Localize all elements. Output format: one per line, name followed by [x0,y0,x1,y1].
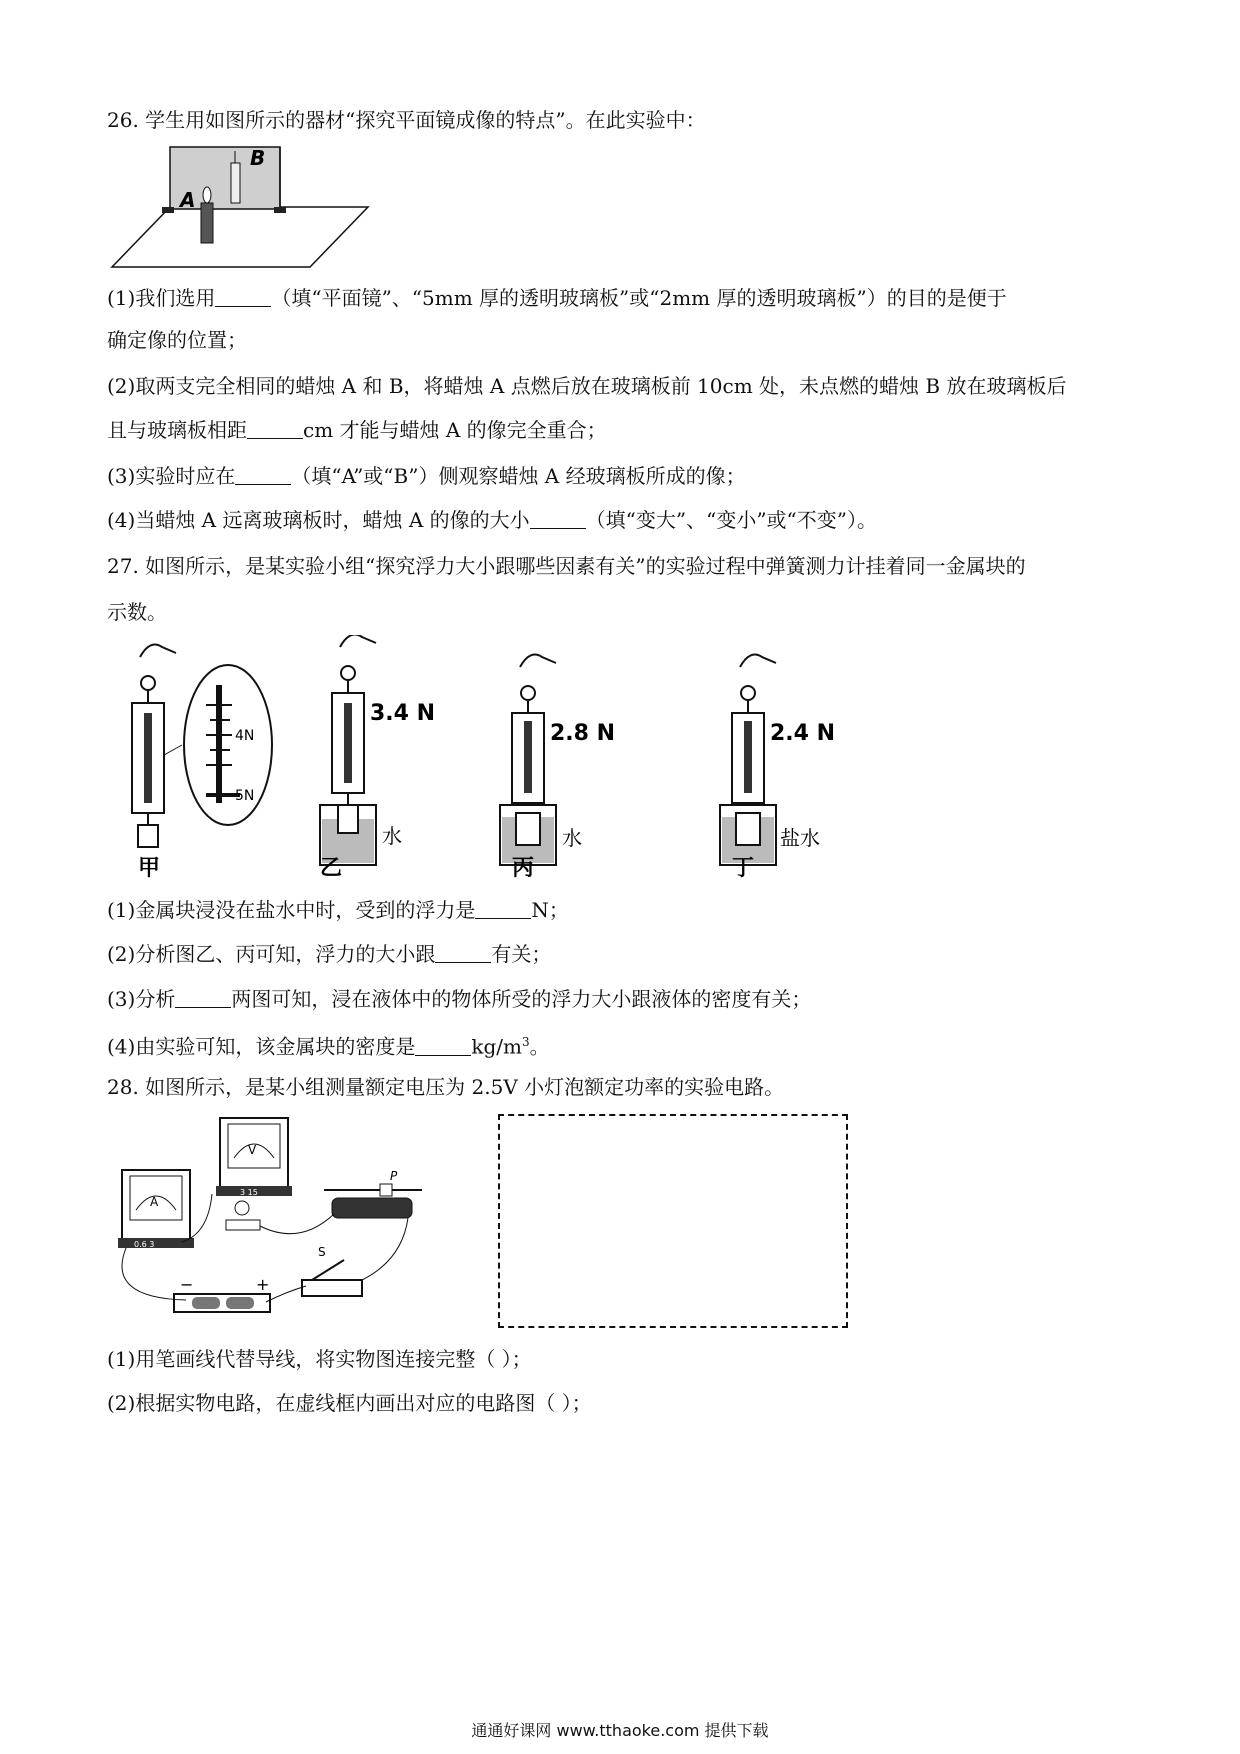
battery-plus: + [256,1275,270,1294]
reading-ding: 2.4 N [770,721,836,746]
q26-p3 [107,462,746,490]
liquid-ding: 盐水 [780,826,820,850]
q26-p1-pre: (1)我们选用 [107,286,216,310]
spring-scale-jia [132,645,272,847]
q26-p2-post: cm 才能与蜡烛 A 的像完全重合； [303,418,607,442]
switch-label: S [318,1245,326,1259]
ammeter-label: A [150,1195,159,1209]
q26-p2-line2 [107,416,607,444]
q27-stem-line2: 示数。 [107,600,167,624]
q26-p4-blank[interactable] [530,510,586,529]
scale-4n: 4N [235,728,255,744]
scale-5n: 5N [235,788,255,804]
q27-p1-post: N； [531,898,569,922]
q26-p1-line2: 确定像的位置； [107,328,247,352]
q26-p3-blank[interactable] [235,466,291,485]
q26-p2-line1: (2)取两支完全相同的蜡烛 A 和 B，将蜡烛 A 点燃后放在玻璃板前 10cm 处，未点燃的蜡烛 B 放在玻璃板后 [107,374,1067,398]
q26-p2-pre: 且与玻璃板相距 [107,418,247,442]
q27-p3-post: 两图可知，浸在液体中的物体所受的浮力大小跟液体的密度有关； [231,987,812,1011]
q26-stem: 26. 学生用如图所示的器材“探究平面镜成像的特点”。在此实验中： [107,108,706,132]
caption-ding: 丁 [732,856,755,881]
caption-yi: 乙 [320,856,343,881]
voltmeter-label: V [248,1143,257,1157]
caption-bing: 丙 [512,856,535,881]
label-a: A [180,188,196,212]
q26-p4-post: （填“变大”、“变小”或“不变”）。 [585,508,878,532]
q27-p3 [107,985,811,1013]
q27-p2-pre: (2)分析图乙、丙可知，浮力的大小跟 [107,942,436,966]
reading-bing: 2.8 N [550,721,616,746]
q27-p4-blank[interactable] [415,1037,471,1056]
q27-p2-post: 有关； [491,942,552,966]
q27-stem-line1: 27. 如图所示，是某实验小组“探究浮力大小跟哪些因素有关”的实验过程中弹簧测力计挂着同一金属块的 [107,554,1026,578]
q28-p1: (1)用笔画线代替导线，将实物图连接完整（ ）； [107,1347,532,1371]
q27-p4-pre: (4)由实验可知，该金属块的密度是 [107,1034,416,1059]
q26-p1-blank[interactable] [215,288,271,307]
q26-p3-pre: (3)实验时应在 [107,464,236,488]
liquid-bing: 水 [562,826,582,850]
q26-p3-post: （填“A”或“B”）侧观察蜡烛 A 经玻璃板所成的像； [291,464,746,488]
q26-p1-line1 [107,284,1007,312]
ammeter-terminals: 0.6 3 [134,1240,155,1249]
q27-p3-blank[interactable] [175,989,231,1008]
voltmeter-terminals: 3 15 [240,1188,258,1197]
q27-p4-sup: 3 [521,1035,530,1049]
q26-p2-blank[interactable] [247,420,303,439]
q26-p1-post: （填“平面镜”、“5mm 厚的透明玻璃板”或“2mm 厚的透明玻璃板”）的目的是便于 [271,286,1007,310]
q27-buoyancy-figure [120,635,950,885]
circuit-diagram-answer-box[interactable] [498,1114,848,1328]
q27-p4-end: 。 [529,1034,550,1059]
caption-jia: 甲 [138,856,161,881]
reading-yi: 3.4 N [370,701,436,726]
q27-p1-blank[interactable] [475,900,531,919]
q27-p1 [107,896,569,924]
q27-p2-blank[interactable] [435,944,491,963]
label-b: B [250,146,266,170]
q26-p4-pre: (4)当蜡烛 A 远离玻璃板时，蜡烛 A 的像的大小 [107,508,530,532]
spring-scale-ding [720,655,835,865]
spring-scale-yi [320,635,435,865]
q28-stem: 28. 如图所示，是某小组测量额定电压为 2.5V 小灯泡额定功率的实验电路。 [107,1075,785,1099]
q28-p2: (2)根据实物电路，在虚线框内画出对应的电路图（ ）； [107,1391,592,1415]
slider-label: P [390,1169,398,1183]
q27-p3-pre: (3)分析 [107,987,176,1011]
q27-p4 [107,1028,550,1061]
q26-mirror-figure [110,145,370,275]
spring-scale-bing [500,655,615,865]
q27-p2 [107,940,551,968]
battery-minus: − [180,1275,194,1294]
q26-p4 [107,506,877,534]
q27-p1-pre: (1)金属块浸没在盐水中时，受到的浮力是 [107,898,476,922]
q28-circuit-figure [112,1110,492,1330]
page-footer: 通通好课网 www.tthaoke.com 提供下载 [471,1721,769,1740]
q27-p4-unit: kg/m [471,1034,522,1059]
liquid-yi: 水 [382,824,402,848]
